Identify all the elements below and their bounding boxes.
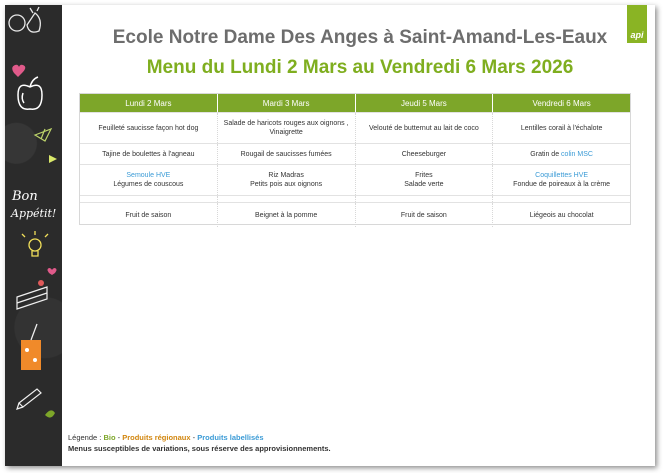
day-header: Lundi 2 Mars — [80, 94, 218, 112]
menu-cell — [80, 196, 218, 202]
menu-cell — [80, 144, 218, 164]
api-logo: api — [627, 5, 647, 43]
dish-prefix: Gratin de — [530, 150, 562, 158]
menu-cell — [493, 144, 630, 164]
menu-cell — [493, 203, 630, 227]
menu-cell — [356, 113, 494, 143]
menu-cell — [218, 144, 356, 164]
menu-cell — [356, 165, 494, 195]
dish-text: Feuilleté saucisse façon hot dog — [98, 124, 199, 132]
legend-labelled: Produits labellisés — [197, 433, 264, 442]
empty-row — [80, 195, 630, 202]
menu-cell — [493, 196, 630, 202]
dessert-row — [80, 202, 630, 227]
apple-icon — [18, 77, 42, 109]
cake-icon — [17, 280, 47, 309]
availability-note: Menus susceptibles de variations, sous réserve des approvisionnements. — [68, 444, 331, 453]
menu-cell — [356, 203, 494, 227]
dish-text: Riz Madras — [268, 172, 304, 179]
appetit-text: Appétit! — [11, 207, 57, 220]
menu-cell — [218, 203, 356, 227]
dish-text: Fruit de saison — [400, 211, 447, 219]
labelled-dish: Coquillettes HVE — [535, 172, 589, 179]
menu-cell — [356, 144, 494, 164]
dish-text: Liégeois au chocolat — [529, 211, 594, 219]
dish-text: Cheeseburger — [401, 150, 447, 158]
legend — [68, 433, 264, 442]
menu-cell — [218, 165, 356, 195]
leaf-icon — [45, 410, 55, 417]
day-header: Jeudi 5 Mars — [356, 94, 494, 112]
dish-text: Vinaigrette — [269, 129, 303, 136]
dish-text: Fruit de saison — [125, 211, 172, 219]
main-dish-row — [80, 143, 630, 164]
heart-icon — [12, 65, 25, 77]
legend-bio: Bio — [103, 433, 116, 442]
menu-cell — [356, 196, 494, 202]
menu-page — [5, 5, 655, 466]
bon-text: Bon — [12, 189, 38, 204]
legend-separator: - — [115, 433, 123, 442]
dish-text: Salade verte — [404, 181, 444, 188]
side-dish-row — [80, 164, 630, 195]
menu-cell — [218, 113, 356, 143]
small-heart-icon — [48, 268, 57, 275]
school-title: Ecole Notre Dame Des Anges à Saint-Amand-Les-Eaux — [112, 27, 608, 48]
day-header: Vendredi 6 Mars — [493, 94, 630, 112]
legend-regional: Produits régionaux — [122, 433, 191, 442]
menu-cell — [80, 165, 218, 195]
menu-cell — [218, 196, 356, 202]
drink-icon — [21, 324, 41, 370]
dish-text: Frites — [415, 172, 433, 179]
dish-text: Velouté de butternut au lait de coco — [369, 124, 479, 132]
vegetable-icon — [9, 7, 40, 32]
menu-cell — [493, 165, 630, 195]
dish-text: Légumes de couscous — [113, 181, 184, 188]
menu-cell — [80, 113, 218, 143]
menu-cell — [80, 203, 218, 227]
dish-text: Salade de haricots rouges aux oignons , — [223, 120, 349, 127]
dish-text: Lentilles corail à l'échalote — [520, 124, 603, 132]
legend-prefix: Légende : — [68, 433, 104, 442]
triangle-icon — [49, 155, 57, 163]
menu-table — [79, 93, 631, 225]
chalkboard-sidebar — [5, 5, 62, 466]
dish-text: Tajine de boulettes à l'agneau — [102, 150, 195, 158]
starter-row — [80, 112, 630, 143]
menu-cell — [493, 113, 630, 143]
labelled-dish: colin MSC — [561, 150, 593, 158]
pencil-icon — [17, 389, 41, 409]
chalk-drawings — [5, 5, 62, 466]
dish-text — [530, 150, 593, 159]
menu-title: Menu du Lundi 2 Mars au Vendredi 6 Mars 2026 — [146, 57, 574, 78]
lightbulb-icon — [22, 231, 48, 256]
dish-text: Rougail de saucisses fumées — [240, 150, 332, 158]
paper-plane-icon — [35, 129, 51, 141]
day-header: Mardi 3 Mars — [218, 94, 356, 112]
legend-separator: - — [190, 433, 198, 442]
dish-text: Beignet à la pomme — [254, 211, 318, 219]
menu-header-row — [80, 94, 630, 112]
dish-text: Fondue de poireaux à la crème — [513, 181, 611, 188]
dish-text: Petits pois aux oignons — [250, 181, 323, 188]
labelled-dish: Semoule HVE — [126, 172, 171, 179]
